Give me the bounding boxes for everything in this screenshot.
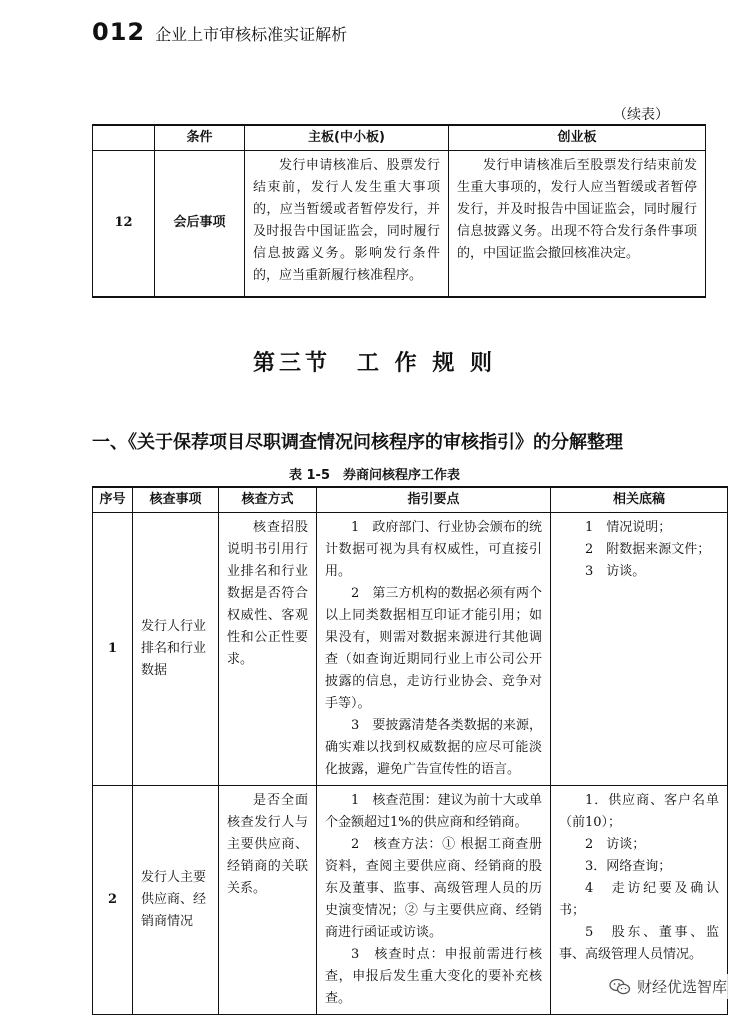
gem-cell [449, 151, 706, 297]
points-cell [317, 786, 551, 1015]
table-caption: 表 1-5 券商问核程序工作表 [288, 468, 460, 483]
main-board-cell [245, 151, 449, 297]
section-title: 第三节 工 作 规 则 [253, 351, 496, 376]
point-item: 1 核查范围：建议为前十大或单个金额超过1%的供应商和经销商。 [325, 793, 542, 830]
header-cell: 主板(中小板) [245, 125, 449, 151]
doc-item: 4 走访纪要及确认书； [559, 881, 719, 918]
point-item: 3 要披露清楚各类数据的来源，确实难以找到权威数据的应尽可能淡化披露，避免广告宣传性的语言。 [325, 718, 542, 777]
header-cell: 相关底稿 [551, 487, 728, 513]
header-cell: 序号 [93, 487, 133, 513]
wechat-icon [609, 978, 631, 996]
inquiry-table [92, 486, 728, 1015]
doc-item: 2 附数据来源文件； [585, 542, 711, 557]
docs-cell [551, 513, 728, 786]
header-cell: 条件 [155, 125, 245, 151]
method-text: 核查招股说明书引用行业排名和行业数据是否符合权威性、客观性和公正性要求。 [227, 520, 308, 667]
method-cell [219, 513, 317, 786]
table-header-row [93, 125, 706, 151]
row-number: 12 [93, 151, 155, 297]
row-number: 1 [93, 513, 133, 786]
table-row [93, 513, 728, 786]
header-cell: 核查事项 [133, 487, 219, 513]
doc-item: 3．网络查询； [585, 859, 672, 874]
doc-item: 3 访谈。 [585, 564, 646, 579]
doc-item: 5 股东、董事、监事、高级管理人员情况。 [559, 925, 719, 962]
method-cell [219, 786, 317, 1015]
doc-item: 1 情况说明； [585, 520, 672, 535]
header-cell [93, 125, 155, 151]
book-title: 企业上市审核标准实证解析 [155, 25, 348, 44]
item-cell: 发行人行业排名和行业数据 [133, 513, 219, 786]
page-number: 012 [92, 18, 146, 46]
point-item: 2 核查方法：① 根据工商查册资料，查阅主要供应商、经销商的股东及董事、监事、高级管理人员的历史演变情况；② 与主要供应商、经销商进行函证或访谈。 [325, 837, 542, 940]
continued-label: （续表） [613, 107, 669, 123]
point-item: 2 第三方机构的数据必须有两个以上同类数据相互印证才能引用；如果没有，则需对数据来源进行其他调查（如查询近期同行业上市公司公开披露的信息，走访行业协会、竞争对手等）。 [325, 586, 542, 711]
conditions-table [92, 124, 706, 298]
item-cell: 发行人主要供应商、经销商情况 [133, 786, 219, 1015]
header-cell: 指引要点 [317, 487, 551, 513]
points-cell [317, 513, 551, 786]
doc-item: 2 访谈； [585, 837, 646, 852]
method-text: 是否全面核查发行人与主要供应商、经销商的关联关系。 [227, 793, 308, 896]
main-board-text: 发行申请核准后、股票发行结束前，发行人发生重大事项的，应当暂缓或者暂停发行，并及时报告中国证监会，同时履行信息披露义务。影响发行条件的，应当重新履行核准程序。 [253, 158, 440, 283]
point-item: 1 政府部门、行业协会颁布的统计数据可视为具有权威性，可直接引用。 [325, 520, 542, 579]
condition-cell: 会后事项 [155, 151, 245, 297]
subheading: 一、《关于保荐项目尽职调查情况问核程序的审核指引》的分解整理 [92, 432, 623, 453]
header-cell: 核查方式 [219, 487, 317, 513]
page-header [92, 18, 347, 46]
row-number: 2 [93, 786, 133, 1015]
gem-text: 发行申请核准后至股票发行结束前发生重大事项的，发行人应当暂缓或者暂停发行，并及时报告中国证监会，同时履行信息披露义务。出现不符合发行条件事项的，中国证监会撤回核准决定。 [457, 158, 697, 261]
doc-item: 1．供应商、客户名单（前10）； [559, 793, 719, 830]
watermark [605, 974, 731, 999]
table-header-row [93, 487, 728, 513]
point-item: 3 核查时点：申报前需进行核查，申报后发生重大变化的要补充核查。 [325, 947, 542, 1006]
table-row [93, 151, 706, 297]
watermark-text: 财经优选智库 [636, 978, 727, 996]
header-cell: 创业板 [449, 125, 706, 151]
